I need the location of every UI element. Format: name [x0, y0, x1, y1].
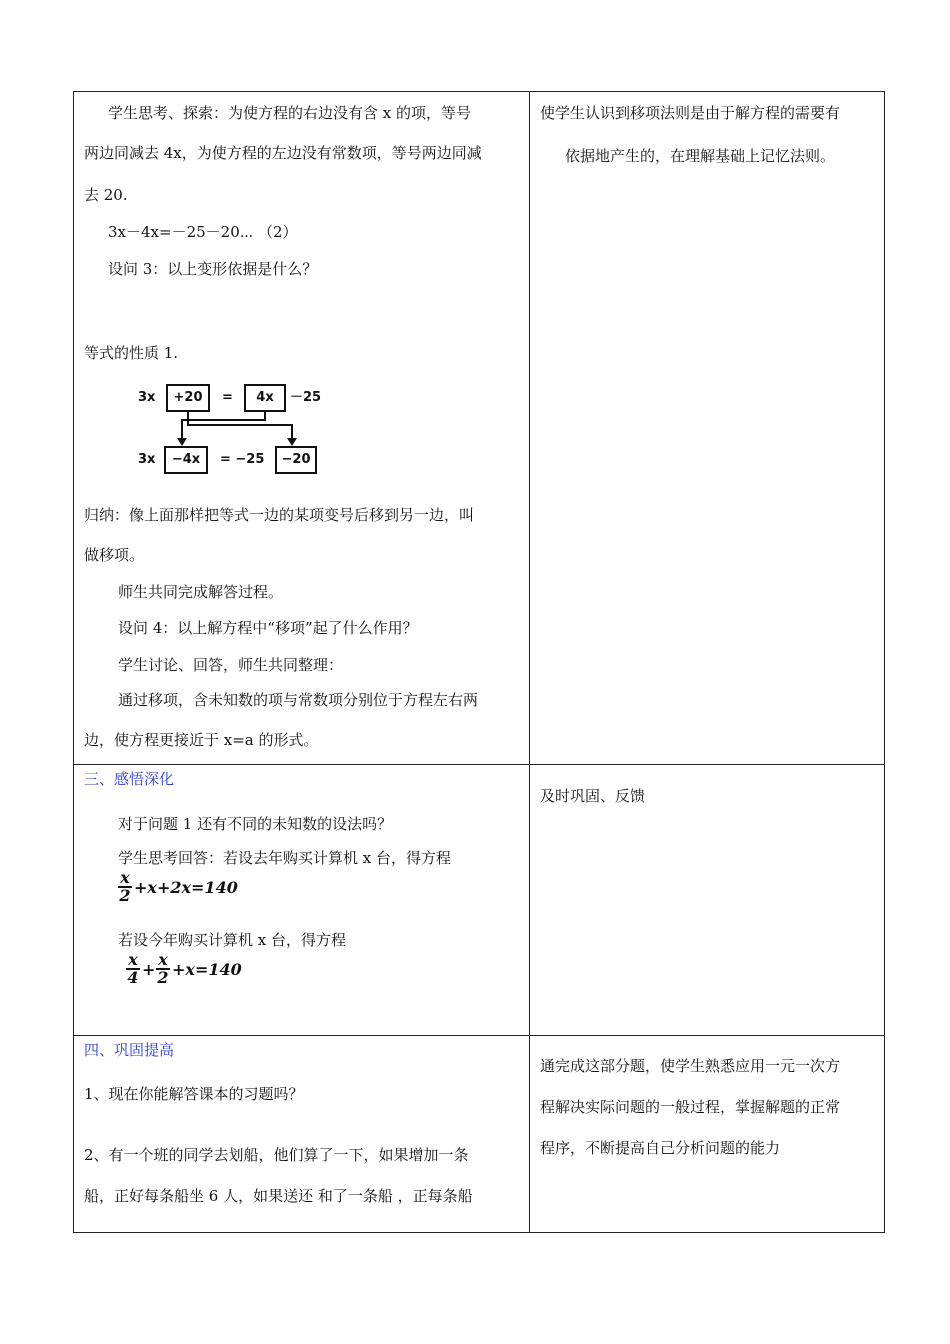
- section3-note: 及时巩固、反馈: [540, 787, 646, 805]
- diagram-r2-left: 3x: [138, 452, 156, 467]
- equation-2: 3x－4x=－25－20⋯ （2）: [108, 223, 298, 241]
- diagram-r1-left: 3x: [138, 390, 156, 405]
- fraction-x-over-4: [126, 952, 140, 986]
- section4-heading: 四、巩固提高: [84, 1041, 175, 1059]
- fraction-denominator: 4: [127, 968, 139, 987]
- question-3: 设问 3：以上变形依据是什么？: [108, 260, 318, 278]
- fraction-numerator: x: [156, 952, 170, 970]
- row-divider-1: [73, 764, 885, 765]
- fraction-x-over-2: [156, 952, 170, 986]
- row-divider-2: [73, 1035, 885, 1036]
- section3-question: 对于问题 1 还有不同的未知数的设法吗？: [118, 815, 393, 833]
- diagram-r1-box1: +20: [166, 384, 210, 412]
- exercise-item1: 1、现在你能解答课本的习题吗？: [84, 1085, 304, 1103]
- transposition-diagram: [130, 380, 330, 480]
- section4-note-line3: 程序，不断提高自己分析问题的能力: [540, 1139, 781, 1157]
- section4-note-line2: 程解决实际问题的一般过程，掌握解题的正常: [540, 1098, 841, 1116]
- equation-rest: +x=140: [172, 960, 242, 979]
- section3-answer1: 学生思考回答：若设去年购买计算机 x 台，得方程: [118, 849, 451, 867]
- column-divider: [529, 91, 530, 1233]
- exercise-item2-line1: 2、有一个班的同学去划船，他们算了一下，如果增加一条: [84, 1146, 469, 1164]
- diagram-r1-box2: 4x: [244, 384, 286, 412]
- question-4: 设问 4：以上解方程中“移项”起了什么作用？: [118, 619, 418, 637]
- fraction-numerator: x: [126, 952, 140, 970]
- diagram-r2-box2: −20: [275, 446, 317, 474]
- property-label: 等式的性质 1.: [84, 344, 179, 362]
- summary-line2: 做移项。: [84, 546, 145, 564]
- together-line: 师生共同完成解答过程。: [118, 583, 284, 601]
- equation-this-year: [124, 952, 324, 994]
- fraction-x-over-2: [118, 870, 132, 904]
- diagram-r1-right: －25: [290, 390, 322, 405]
- summary-line1: 归纳：像上面那样把等式一边的某项变号后移到另一边，叫: [84, 506, 475, 524]
- fraction-numerator: x: [118, 870, 132, 888]
- exercise-item2-line2: 船，正好每条船坐 6 人，如果送还 和了一条船 ，正每条船: [84, 1187, 473, 1205]
- diagram-r2-eq: = −25: [220, 452, 265, 467]
- purpose-line2: 依据地产生的，在理解基础上记忆法则。: [565, 147, 836, 165]
- discussion-line: 学生讨论、回答，师生共同整理：: [118, 656, 344, 674]
- conclusion-line2: 边，使方程更接近于 x=a 的形式。: [84, 731, 319, 749]
- section3-answer2: 若设今年购买计算机 x 台，得方程: [118, 931, 346, 949]
- equation-last-year: [116, 870, 316, 912]
- diagram-r1-eq: =: [222, 390, 233, 405]
- equation-rest: +x+2x=140: [134, 878, 238, 897]
- purpose-line1: 使学生认识到移项法则是由于解方程的需要有: [540, 104, 841, 122]
- paragraph-explore-line2: 两边同减去 4x，为使方程的左边没有常数项，等号两边同减: [84, 144, 482, 162]
- conclusion-line1: 通过移项，含未知数的项与常数项分别位于方程左右两: [118, 691, 479, 709]
- section4-note-line1: 通完成这部分题，使学生熟悉应用一元一次方: [540, 1057, 841, 1075]
- fraction-denominator: 2: [157, 968, 169, 987]
- paragraph-explore-line3: 去 20.: [84, 186, 128, 204]
- section3-heading: 三、感悟深化: [84, 770, 175, 788]
- paragraph-explore-line1: 学生思考、探索：为使方程的右边没有含 x 的项，等号: [108, 104, 471, 122]
- diagram-r2-box1: −4x: [164, 446, 208, 474]
- fraction-denominator: 2: [119, 886, 131, 905]
- equation-plus: +: [142, 960, 156, 979]
